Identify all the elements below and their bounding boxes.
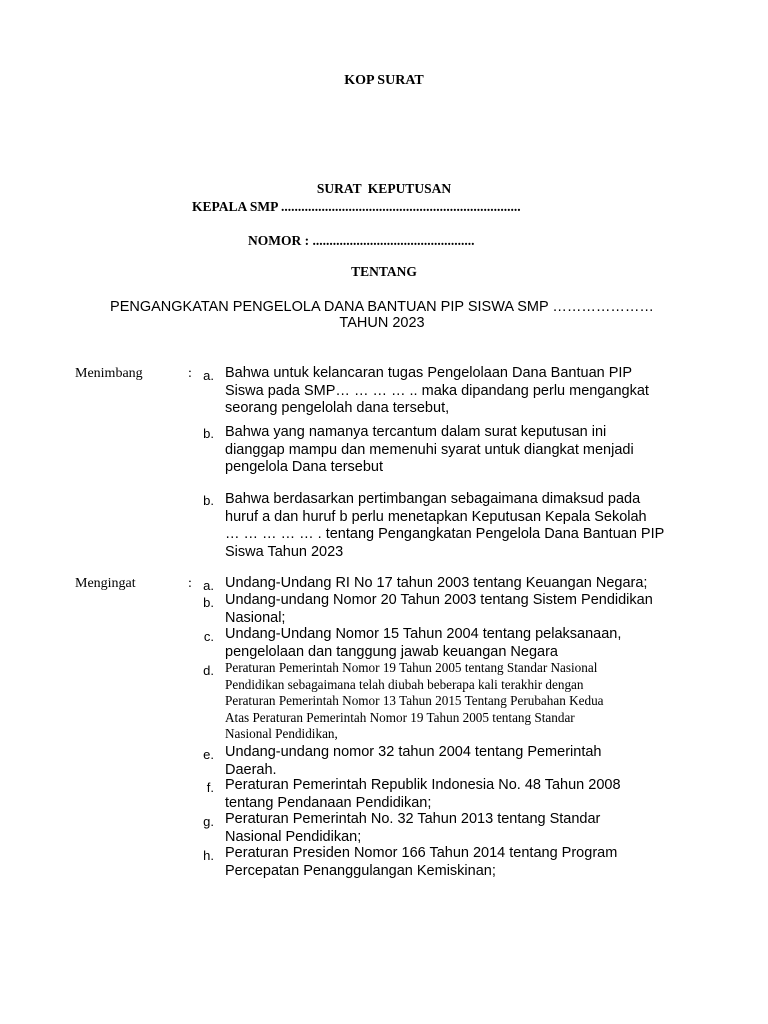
item-marker: b.	[203, 426, 214, 441]
item-line: Atas Peraturan Pemerintah Nomor 19 Tahun 2005 tentang Standar	[225, 709, 575, 725]
item-line: Undang-undang Nomor 20 Tahun 2003 tentang Sistem Pendidikan	[225, 592, 653, 608]
item-line: Undang-Undang RI No 17 tahun 2003 tentang Keuangan Negara;	[225, 575, 648, 591]
item-marker: a.	[203, 578, 214, 593]
item-line: Peraturan Pemerintah Republik Indonesia No. 48 Tahun 2008	[225, 777, 621, 793]
item-line: seorang pengelolah dana tersebut,	[225, 400, 450, 416]
item-marker: h.	[203, 848, 214, 863]
item-line: Bahwa yang namanya tercantum dalam surat keputusan ini	[225, 424, 607, 440]
item-line: Peraturan Presiden Nomor 166 Tahun 2014 tentang Program	[225, 845, 618, 861]
list-item	[225, 592, 684, 627]
item-line: Percepatan Penanggulangan Kemiskinan;	[225, 862, 496, 879]
item-line: Siswa pada SMP… … … … .. maka dipandang perlu mengangkat	[225, 382, 649, 399]
section-colon: :	[188, 576, 192, 591]
item-line: dianggap mampu dan memenuhi syarat untuk diangkat menjadi	[225, 441, 634, 458]
item-line: Undang-Undang Nomor 15 Tahun 2004 tentang pelaksanaan,	[225, 626, 622, 642]
list-item	[225, 660, 684, 743]
item-marker: e.	[203, 747, 214, 762]
item-line: pengelola Dana tersebut	[225, 459, 384, 475]
item-line: Undang-undang nomor 32 tahun 2004 tentang Pemerintah	[225, 744, 602, 760]
item-marker: b.	[203, 493, 214, 508]
item-line: Bahwa berdasarkan pertimbangan sebagaimana dimaksud pada	[225, 491, 641, 507]
item-line: Nasional Pendidikan;	[225, 828, 362, 845]
subject-text	[80, 299, 684, 331]
item-line: Siswa Tahun 2023	[225, 543, 344, 560]
section-colon: :	[188, 366, 192, 381]
item-line: Nasional;	[225, 609, 286, 626]
item-line: pengelolaan dan tanggung jawab keuangan Negara	[225, 643, 558, 660]
document-number: NOMOR : ................................................	[248, 233, 475, 248]
item-marker: d.	[203, 663, 214, 678]
item-line: Daerah.	[225, 761, 277, 778]
item-line: Bahwa untuk kelancaran tugas Pengelolaan Dana Bantuan PIP	[225, 365, 633, 381]
subject-heading: TENTANG	[351, 264, 417, 279]
item-line: tentang Pendanaan Pendidikan;	[225, 794, 432, 811]
list-item	[225, 744, 684, 779]
item-marker: g.	[203, 814, 214, 829]
list-item	[225, 626, 684, 661]
list-item	[225, 491, 684, 561]
item-line: Nasional Pendidikan,	[225, 726, 338, 741]
subject-line-1: PENGANGKATAN PENGELOLA DANA BANTUAN PIP SISWA SMP …………………	[110, 299, 654, 315]
item-line: Peraturan Pemerintah Nomor 19 Tahun 2005 tentang Standar Nasional	[225, 660, 598, 675]
list-item	[225, 811, 684, 846]
item-marker: c.	[203, 629, 214, 644]
list-item	[225, 845, 684, 880]
letterhead-placeholder: KOP SURAT	[344, 73, 424, 88]
list-item	[225, 424, 684, 477]
item-line: Pendidikan sebagaimana telah diubah beberapa kali terakhir dengan	[225, 676, 584, 692]
item-line: huruf a dan huruf b perlu menetapkan Keputusan Kepala Sekolah	[225, 508, 647, 525]
subject-line-2: TAHUN 2023	[339, 315, 425, 331]
item-line: Peraturan Pemerintah No. 32 Tahun 2013 tentang Standar	[225, 811, 601, 827]
list-item	[225, 777, 684, 812]
item-line: … … … … … . tentang Pengangkatan Pengelola Dana Bantuan PIP	[225, 526, 665, 542]
section-label-menimbang: Menimbang	[75, 366, 143, 381]
list-item	[225, 365, 684, 418]
item-marker: f.	[206, 780, 214, 795]
item-marker: b.	[203, 595, 214, 610]
item-line: Peraturan Pemerintah Nomor 13 Tahun 2015 Tentang Perubahan Kedua	[225, 693, 604, 708]
list-item	[225, 575, 684, 593]
issuer-line: KEPALA SMP .......................................................................	[192, 199, 521, 214]
item-marker: a.	[203, 368, 214, 383]
section-label-mengingat: Mengingat	[75, 576, 136, 591]
document-title: SURAT KEPUTUSAN	[316, 181, 452, 196]
